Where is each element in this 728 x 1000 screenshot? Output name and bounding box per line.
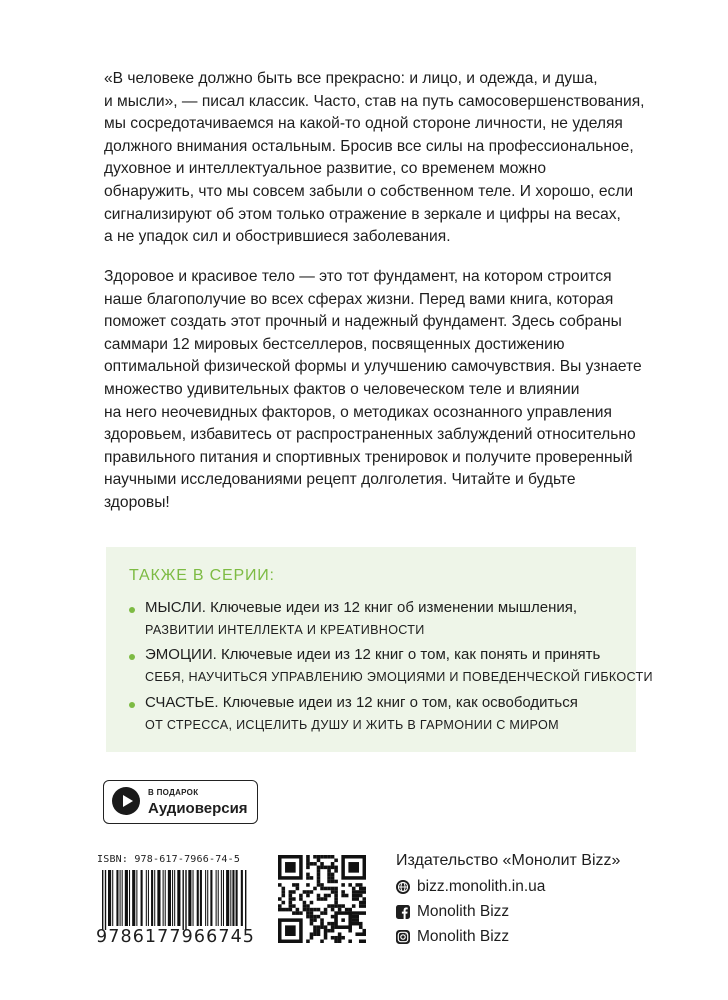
intro-line: духовное и интеллектуальное развитие, со временем можно (104, 160, 547, 178)
description-line: на него неочевидных факторов, о методиках осознанного управления (104, 403, 612, 421)
description-line: Здоровое и красивое тело — это тот фундамент, на котором строится (104, 268, 612, 285)
intro-line: обнаружить, что мы совсем забыли о собственном теле. И хорошо, если (104, 182, 634, 200)
audio-label: Аудиоверсия (148, 800, 248, 817)
qr-code (278, 855, 366, 943)
description-line: правильного питания и спортивных тренировок и получите проверенный (104, 448, 633, 466)
series-item-subtitle: СЕБЯ, НАУЧИТЬСЯ УПРАВЛЕНИЮ ЭМОЦИЯМИ И ПОВЕДЕНЧЕСКОЙ ГИБКОСТИ (145, 670, 653, 684)
instagram-icon (396, 930, 410, 944)
globe-icon (396, 880, 410, 894)
facebook-text: Monolith Bizz (417, 903, 510, 920)
publisher-name: Издательство «Монолит Bizz» (396, 852, 621, 869)
series-item-subtitle: ОТ СТРЕССА, ИСЦЕЛИТЬ ДУШУ И ЖИТЬ В ГАРМОНИИ С МИРОМ (145, 718, 559, 732)
bullet-icon (129, 607, 135, 613)
description-line: поможет создать этот прочный и надежный фундамент. Здесь собраны (104, 313, 622, 331)
series-item-title: СЧАСТЬЕ. Ключевые идеи из 12 книг о том, как освободиться (145, 694, 578, 711)
facebook-icon (396, 905, 410, 919)
intro-line: мы сосредотачиваемся на какой-то одной стороне личности, не уделяя (104, 115, 623, 133)
series-box (106, 547, 653, 752)
barcode (102, 870, 248, 930)
series-item-subtitle: РАЗВИТИИ ИНТЕЛЛЕКТА И КРЕАТИВНОСТИ (145, 623, 425, 637)
description-line: здоровьем, избавитесь от распространенных заблуждений относительно (104, 426, 636, 444)
description-line: саммари 12 мировых бестселлеров, посвященных достижению (104, 335, 565, 353)
isbn-label: ISBN: 978-617-7966-74-5 (97, 854, 241, 865)
intro-paragraph (104, 68, 644, 249)
barcode-digits: 9786177966745 (96, 927, 256, 947)
intro-line: а не упадок сил и обострившиеся заболевания. (104, 228, 451, 246)
bullet-icon (129, 654, 135, 660)
intro-line: «В человеке должно быть все прекрасно: и лицо, и одежда, и душа, (104, 70, 598, 87)
description-paragraph (104, 266, 644, 515)
description-line: наше благополучие во всех сферах жизни. Перед вами книга, которая (104, 290, 614, 308)
intro-line: сигнализируют об этом только отражение в зеркале и цифры на весах, (104, 205, 621, 223)
instagram-text: Monolith Bizz (417, 928, 510, 945)
description-line: оптимальной физической формы и улучшению самочувствия. Вы узнаете (104, 358, 642, 376)
series-item-title: МЫСЛИ. Ключевые идеи из 12 книг об изменении мышления, (145, 599, 578, 616)
audio-gift-label: В ПОДАРОК (148, 788, 199, 797)
bullet-icon (129, 702, 135, 708)
intro-line: и мысли», — писал классик. Часто, став на путь самосовершенствования, (104, 92, 645, 110)
intro-line: должного внимания остальным. Бросив все силы на профессиональное, (104, 137, 634, 155)
play-icon (112, 787, 140, 815)
description-line: здоровы! (104, 493, 170, 511)
audio-version-badge (103, 780, 258, 824)
series-item-title: ЭМОЦИИ. Ключевые идеи из 12 книг о том, как понять и принять (145, 646, 601, 663)
website-text: bizz.monolith.in.ua (417, 878, 546, 895)
description-line: множество удивительных фактов о человеческом теле и влиянии (104, 380, 580, 398)
description-line: научными исследованиями рецепт долголетия. Читайте и будьте (104, 471, 576, 489)
series-title: ТАКЖЕ В СЕРИИ: (129, 567, 275, 584)
